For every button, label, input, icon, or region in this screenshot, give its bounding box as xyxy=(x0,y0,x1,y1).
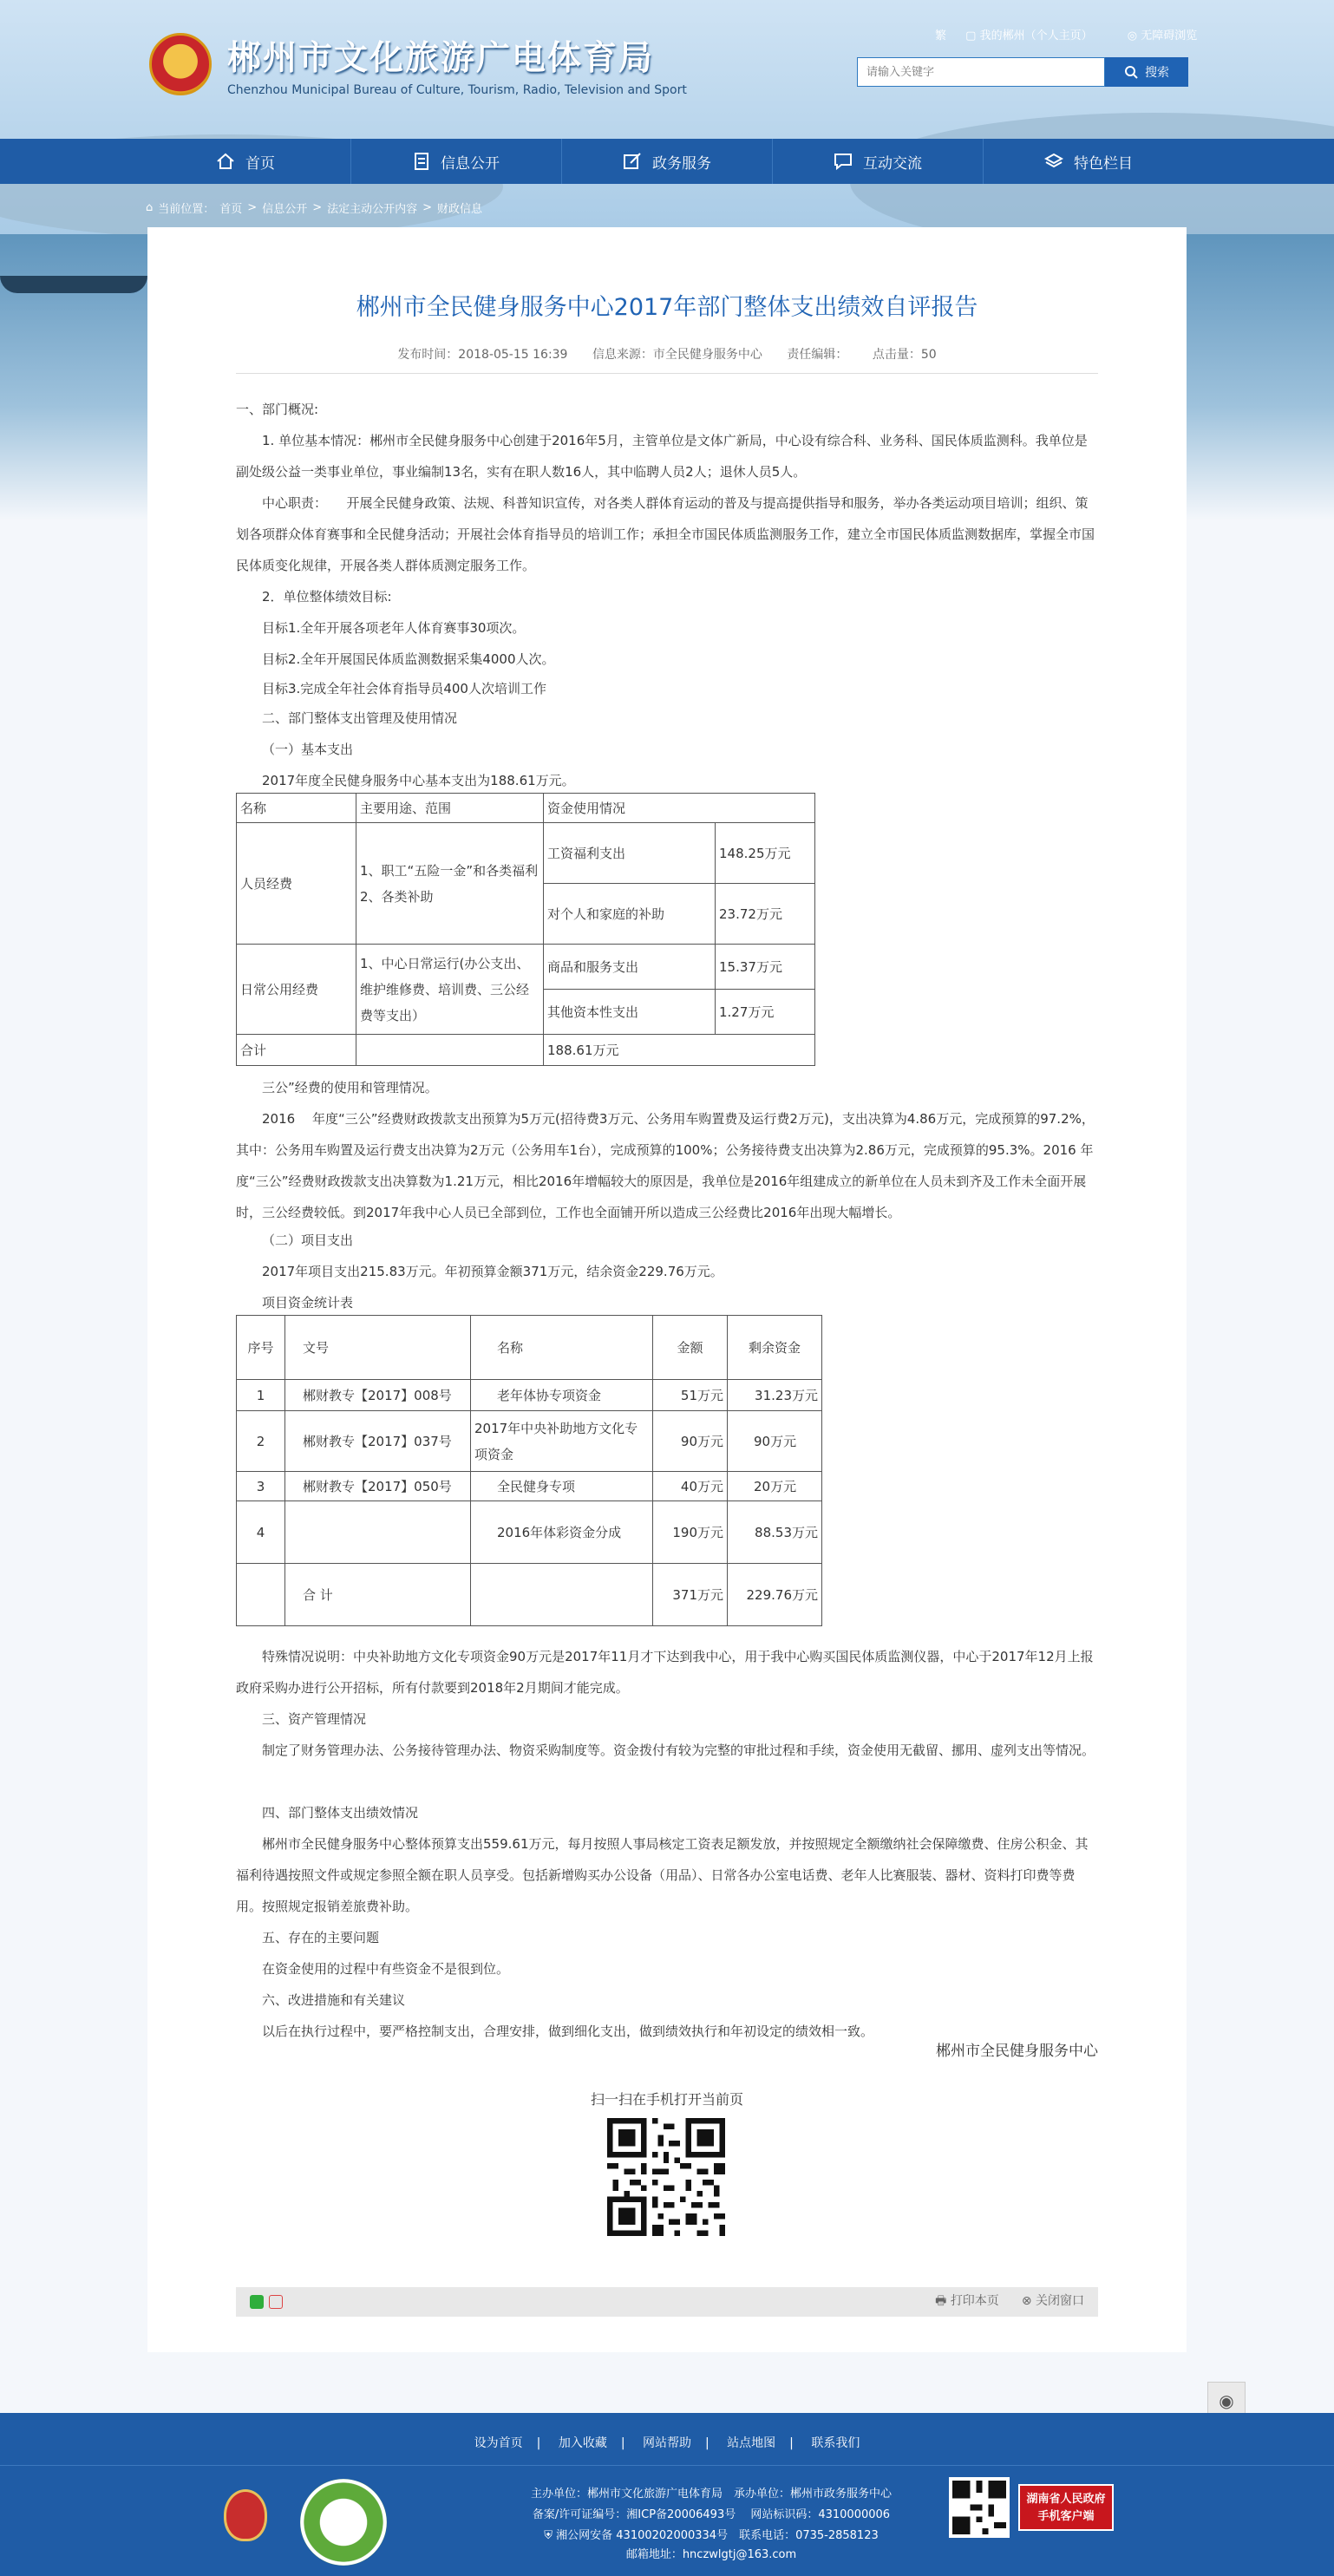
paragraph: 以后在执行过程中，要严格控制支出，合理安排，做到细化支出，做到绩效执行和年初设定的绩效相一致。 xyxy=(262,2024,874,2039)
table-row: 1 郴财教专【2017】008号 老年体协专项资金 51万元 31.23万元 xyxy=(237,1380,822,1411)
paragraph: 2017年度全民健身服务中心基本支出为188.61万元。 xyxy=(262,773,575,788)
paragraph: 项目资金统计表 xyxy=(262,1295,354,1311)
footer-email: 邮箱地址：hnczwlgtj@163.com xyxy=(625,2548,797,2561)
footer-divider xyxy=(0,2465,1334,2466)
paragraph: 2016 年度“三公”经费财政拨款支出预算为5万元(招待费3万元、公务用车购置费及运行费2万元)，支出决算为4.86万元，完成预算的97.2%，其中：公务用车购置及运行费支出决算为2万元（公务用车1台），完成预算的100%；公务接待费支出决算为2.86万元，完成预算的95.3%。2016 年度“三公”经费财政拨款支出决算数为1.21万元，相比2016年增幅较大的原因是，我单位是2016年组建成立的新单位在人员未到齐及工作未全面开展时，三公经费较低。到2017年我中心人员已全部到位，工作也全面铺开所以造成三公经费比2016年出现大幅增长。 xyxy=(236,1111,1095,1220)
paragraph: 目标2.全年开展国民体质监测数据采集4000人次。 xyxy=(262,651,555,667)
share-icons xyxy=(250,2295,283,2309)
hunan-gov-app-link[interactable]: 湖南省人民政府 手机客户端 xyxy=(1018,2484,1114,2531)
nav-featured[interactable]: 特色栏目 xyxy=(984,139,1193,184)
paragraph: 四、部门整体支出绩效情况 xyxy=(262,1805,419,1821)
nav-info-disclosure[interactable]: 信息公开 xyxy=(351,139,562,184)
close-window-button[interactable]: ⊗ 关闭窗口 xyxy=(1021,2294,1084,2308)
traditional-chinese-link[interactable]: 繁 xyxy=(935,29,947,42)
breadcrumb-home[interactable]: 首页 xyxy=(219,203,243,216)
paragraph: 2．单位整体绩效目标: xyxy=(262,589,392,605)
footer xyxy=(0,2413,1334,2576)
civilization-badge-icon[interactable] xyxy=(300,2479,387,2566)
edit-icon xyxy=(623,152,642,171)
paragraph: （一）基本支出 xyxy=(262,742,354,757)
home-icon xyxy=(216,153,235,170)
footer-icp: 备案/许可证编号：湘ICP备20006493号 网站标识码：4310000006 xyxy=(532,2508,891,2521)
search-input[interactable] xyxy=(857,57,1105,87)
footer-qr-code-icon xyxy=(949,2477,1010,2538)
paragraph: 中心职责： 开展全民健身政策、法规、科普知识宣传，对各类人群体育运动的普及与提高提供指导和服务，举办各类运动项目培训；组织、策划各项群众体育赛事和全民健身活动；开展社会体育指导员的培训工作；承担全市国民体质监测服务工作，建立全市国民体质监测数据库，掌握全市国民体质变化规律，开展各类人群体质测定服务工作。 xyxy=(236,495,1095,573)
project-fund-table: 序号 文号 名称 金额 剩余资金 1 郴财教专【2017】008号 老年体协专项资金 51万元 31.23万元 2 郴财教专【2017】037号 2017年中央补助地方文化专项资金 90万元 90万元 3 郴财教专【2017】050号 全民健身专项 40万元 20万元 4 2016年体彩资金分成 190万元 88.53万元 合 计 371万元 229.76万元 xyxy=(236,1315,822,1626)
article-toolbar xyxy=(236,2287,1098,2317)
paragraph: 目标3.完成全年社会体育指导员400人次培训工作 xyxy=(262,681,546,696)
print-button[interactable]: 🖶 打印本页 xyxy=(935,2294,999,2308)
signature: 郴州市全民健身服务中心 xyxy=(936,2043,1098,2060)
accessibility-link[interactable]: ◎ 无障碍浏览 xyxy=(1127,29,1198,42)
chat-icon xyxy=(834,153,853,170)
paragraph: 五、存在的主要问题 xyxy=(262,1930,380,1945)
paragraph: 目标1.全年开展各项老年人体育赛事30项次。 xyxy=(262,620,526,636)
qr-label: 扫一扫在手机打开当前页 xyxy=(590,2091,743,2108)
main-nav xyxy=(0,139,1334,184)
party-gov-badge-icon[interactable] xyxy=(224,2489,267,2541)
article-container xyxy=(147,227,1187,2352)
wechat-icon[interactable] xyxy=(250,2295,264,2309)
search-button[interactable]: 搜索 xyxy=(1105,57,1188,87)
weibo-icon[interactable] xyxy=(269,2295,283,2309)
site-title: 郴州市文化旅游广电体育局 xyxy=(227,39,655,78)
layers-icon xyxy=(1044,153,1063,170)
footer-host: 主办单位：郴州市文化旅游广电体育局 承办单位：郴州市政务服务中心 xyxy=(530,2488,892,2501)
site-subtitle: Chenzhou Municipal Bureau of Culture, Tourism, Radio, Television and Sport xyxy=(227,83,687,97)
paragraph: （二）项目支出 xyxy=(262,1232,354,1248)
paragraph: 六、改进措施和有关建议 xyxy=(262,1992,406,2008)
article-title: 郴州市全民健身服务中心2017年部门整体支出绩效自评报告 xyxy=(356,294,978,321)
nav-government-service[interactable]: 政务服务 xyxy=(562,139,773,184)
site-help-link[interactable]: 网站帮助 xyxy=(643,2436,691,2450)
nav-home[interactable]: 首页 xyxy=(141,139,351,184)
paragraph: 2017年项目支出215.83万元。年初预算金额371万元，结余资金229.76万元。 xyxy=(262,1264,723,1279)
paragraph: 三、资产管理情况 xyxy=(262,1711,367,1727)
add-favorite-link[interactable]: 加入收藏 xyxy=(558,2436,607,2450)
table-row: 3 郴财教专【2017】050号 全民健身专项 40万元 20万元 xyxy=(237,1472,822,1501)
breadcrumb: ⌂ 当前位置： 首页 > 信息公开 > 法定主动公开内容 > 财政信息 xyxy=(146,201,483,216)
paragraph: 制定了财务管理办法、公务接待管理办法、物资采购制度等。资金拨付有较为完整的审批过程和手续，资金使用无截留、挪用、虚列支出等情况。 xyxy=(262,1742,1095,1758)
location-icon: ⌂ xyxy=(146,201,154,214)
breadcrumb-statutory[interactable]: 法定主动公开内容 xyxy=(327,203,418,216)
paragraph: 三公”经费的使用和管理情况。 xyxy=(262,1080,438,1095)
nav-interaction[interactable]: 互动交流 xyxy=(773,139,984,184)
weibo-float-icon[interactable]: ◉ xyxy=(1207,2382,1246,2420)
set-homepage-link[interactable]: 设为首页 xyxy=(474,2436,523,2450)
paragraph: 二、部门整体支出管理及使用情况 xyxy=(262,710,458,726)
top-links xyxy=(935,26,1228,42)
paragraph: 1. 单位基本情况：郴州市全民健身服务中心创建于2016年5月，主管单位是文体广新局，中心设有综合科、业务科、国民体质监测科。我单位是副处级公益一类事业单位，事业编制13名，实有在职人数16人，其中临聘人员2人；退休人员5人。 xyxy=(236,433,1088,480)
basic-expenditure-table: 名称 主要用途、范围 资金使用情况 人员经费 1、职工“五险一金”和各类福利 2、各类补助 工资福利支出 148.25万元 对个人和家庭的补助 23.72万元 日常公用经费 1、中心日常运行(办公支出、维护维修费、培训费、三公经费等支出） 商品和服务支出 15.37万元 其他资本性支出 1.27万元 合计 188.61万元 xyxy=(236,793,815,1066)
search-icon xyxy=(1124,65,1138,79)
breadcrumb-finance[interactable]: 财政信息 xyxy=(437,203,483,216)
breadcrumb-info[interactable]: 信息公开 xyxy=(262,203,308,216)
divider xyxy=(236,373,1098,374)
footer-police: ⛨ 湘公网安备 43100202000334号 联系电话：0735-2858123 xyxy=(544,2529,879,2542)
table-row-total: 合 计 371万元 229.76万元 xyxy=(237,1564,822,1626)
contact-us-link[interactable]: 联系我们 xyxy=(811,2436,860,2450)
paragraph: 一、部门概况: xyxy=(236,402,319,417)
paragraph: 特殊情况说明：中央补助地方文化专项资金90万元是2017年11月才下达到我中心，用于我中心购买国民体质监测仪器，中心于2017年12月上报政府采购办进行公开招标，所有付款要到2018年2月期间才能完成。 xyxy=(236,1649,1094,1696)
paragraph: 在资金使用的过程中有些资金不是很到位。 xyxy=(262,1961,510,1977)
paragraph: 郴州市全民健身服务中心整体预算支出559.61万元，每月按照人事局核定工资表足额发放，并按照规定全额缴纳社会保障缴费、住房公积金、其福利待遇按照文件或规定参照全额在职人员享受。包括新增购买办公设备（用品）、日常各办公室电话费、老年人比赛服装、器材、资料打印费等费用。按照规定报销差旅费补助。 xyxy=(236,1836,1089,1914)
qr-code-icon xyxy=(607,2118,725,2236)
sitemap-link[interactable]: 站点地图 xyxy=(727,2436,776,2450)
my-chenzhou-link[interactable]: ▢ 我的郴州（个人主页） xyxy=(965,29,1093,42)
footer-links: 设为首页 | 加入收藏 | 网站帮助 | 站点地图 | 联系我们 xyxy=(474,2436,860,2450)
national-emblem-icon xyxy=(149,33,212,95)
article-meta: 发布时间：2018-05-15 16:39 信息来源：市全民健身服务中心 责任编辑： 点击量：50 xyxy=(397,348,937,362)
table-row: 2 郴财教专【2017】037号 2017年中央补助地方文化专项资金 90万元 90万元 xyxy=(237,1411,822,1472)
table-row: 4 2016年体彩资金分成 190万元 88.53万元 xyxy=(237,1501,822,1564)
document-icon xyxy=(413,152,430,171)
